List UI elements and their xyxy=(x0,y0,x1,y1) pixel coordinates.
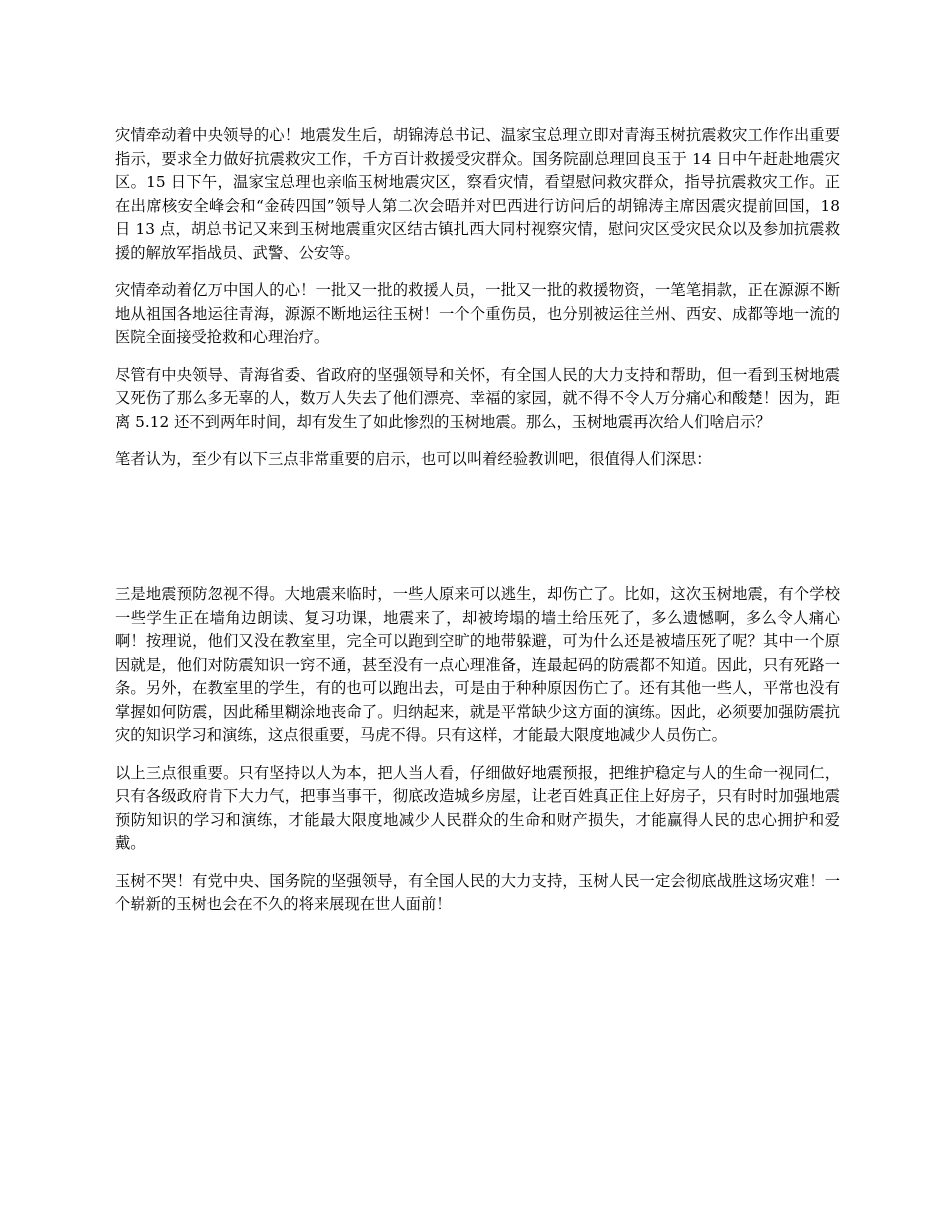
text-block-bottom xyxy=(115,583,840,931)
paragraph: 以上三点很重要。只有坚持以人为本，把人当人看，仔细做好地震预报，把维护稳定与人的生命一视同仁，只有各级政府肯下大力气，把事当事干，彻底改造城乡房屋，让老百姓真正住上好房子，只有时时加强地震预防知识的学习和演练，才能最大限度地减少人民群众的生命和财产损失，才能赢得人民的忠心拥护和爱戴。 xyxy=(115,763,840,852)
paragraph: 灾情牵动着亿万中国人的心！一批又一批的救援人员，一批又一批的救援物资，一笔笔捐款，正在源源不断地从祖国各地运往青海，源源不断地运往玉树！一个个重伤员，也分别被运往兰州、西安、成都等地一流的医院全面接受抢救和心理治疗。 xyxy=(115,281,840,346)
paragraph: 灾情牵动着中央领导的心！地震发生后，胡锦涛总书记、温家宝总理立即对青海玉树抗震救灾工作作出重要指示，要求全力做好抗震救灾工作，千方百计救援受灾群众。国务院副总理回良玉于 14 日中午赶赴地震灾区。15 日下午，温家宝总理也亲临玉树地震灾区，察看灾情，看望慰问救灾群众，指导抗震救灾工作。正在出席核安全峰会和“金砖四国”领导人第二次会晤并对巴西进行访问后的胡锦涛主席因震灾提前回国，18 日 13 点，胡总书记又来到玉树地震重灾区结古镇扎西大同村视察灾情，慰问灾区受灾民众以及参加抗震救援的解放军指战员、武警、公安等。 xyxy=(115,126,840,262)
text-block-top xyxy=(115,124,840,486)
paragraph: 笔者认为，至少有以下三点非常重要的启示，也可以叫着经验教训吧，很值得人们深思： xyxy=(115,450,712,468)
paragraph: 玉树不哭！有党中央、国务院的坚强领导，有全国人民的大力支持，玉树人民一定会彻底战胜这场灾难！一个崭新的玉树也会在不久的将来展现在世人面前！ xyxy=(115,871,840,913)
paragraph: 尽管有中央领导、青海省委、省政府的坚强领导和关怀，有全国人民的大力支持和帮助，但一看到玉树地震又死伤了那么多无辜的人，数万人失去了他们漂亮、幸福的家园，就不得不令人万分痛心和酸楚！因为，距离 5.12 还不到两年时间，却有发生了如此惨烈的玉树地震。那么，玉树地震再次给人们啥启示？ xyxy=(115,365,840,431)
paragraph: 三是地震预防忽视不得。大地震来临时，一些人原来可以逃生，却伤亡了。比如，这次玉树地震，有个学校一些学生正在墙角边朗读、复习功课，地震来了，却被垮塌的墙土给压死了，多么遗憾啊，多么令人痛心啊！按理说，他们又没在教室里，完全可以跑到空旷的地带躲避，可为什么还是被墙压死了呢？其中一个原因就是，他们对防震知识一窍不通，甚至没有一点心理准备，连最起码的防震都不知道。因此，只有死路一条。另外，在教室里的学生，有的也可以跑出去，可是由于种种原因伤亡了。还有其他一些人，平常也没有掌握如何防震，因此稀里糊涂地丧命了。归纳起来，就是平常缺少这方面的演练。因此，必须要加强防震抗灾的知识学习和演练，这点很重要，马虎不得。只有这样，才能最大限度地减少人员伤亡。 xyxy=(115,585,840,744)
